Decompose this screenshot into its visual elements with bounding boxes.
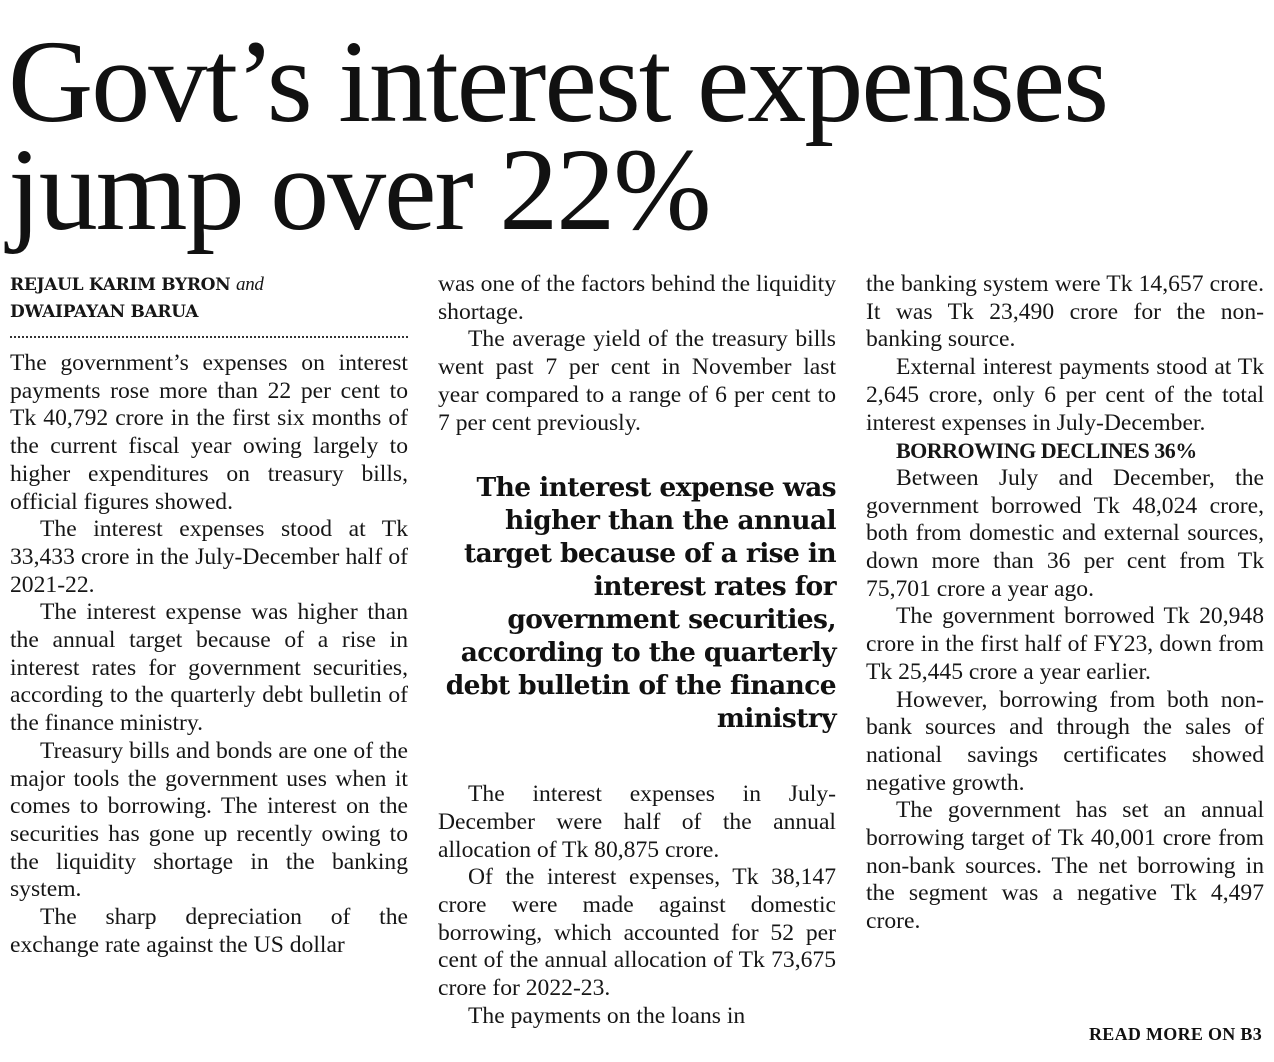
paragraph: Treasury bills and bonds are one of the major tools the government uses when it comes to borrowing. The interest on the securities has gone up recently owing to the liquidity shortage in the banking system. [10, 737, 408, 903]
paragraph: Between July and December, the government borrowed Tk 48,024 crore, both from domestic and external sources, down more than 36 per cent from Tk 75,701 crore a year ago. [866, 464, 1264, 602]
byline [10, 271, 408, 326]
paragraph: The interest expenses in July-December were half of the annual allocation of Tk 80,875 crore. [438, 781, 836, 863]
paragraph: The interest expense was higher than the annual target because of a rise in interest rates for government securities, according to the quarterly debt bulletin of the finance ministry. [10, 599, 408, 737]
article-column-2 [438, 271, 836, 1031]
paragraph: Of the interest expenses, Tk 38,147 crore were made against domestic borrowing, which accounted for 52 per cent of the annual allocation of Tk 73,675 crore for 2022-23. [438, 864, 836, 1002]
paragraph: External interest payments stood at Tk 2,645 crore, only 6 per cent of the total interest expenses in July-December. [866, 354, 1264, 436]
headline [8, 16, 1258, 255]
headline-line-1: Govt’s interest expenses [8, 16, 1107, 147]
paragraph: The government’s expenses on interest payments rose more than 22 per cent to Tk 40,792 crore in the first six months of the current fiscal year owing largely to higher expenditures on treasury bills, official figures showed. [10, 350, 408, 515]
read-more-link[interactable]: READ MORE ON B3 [1088, 1024, 1262, 1044]
article-column-3 [866, 271, 1264, 936]
article-column-1 [10, 271, 408, 959]
subheading: BORROWING DECLINES 36% [896, 438, 1197, 464]
headline-line-2: jump over 22% [8, 124, 710, 255]
paragraph: However, borrowing from both non-bank sources and through the sales of national savings certificates showed negative growth. [866, 686, 1264, 796]
byline-divider [10, 336, 408, 338]
byline-conjunction: and [236, 274, 264, 295]
author-2: DWAIPAYAN BARUA [10, 302, 199, 322]
author-1: REJAUL KARIM BYRON [10, 275, 231, 295]
paragraph: The average yield of the treasury bills went past 7 per cent in November last year compared to a range of 6 per cent to 7 per cent previously. [438, 326, 836, 436]
paragraph: the banking system were Tk 14,657 crore. It was Tk 23,490 crore for the non-banking source. [866, 271, 1264, 353]
paragraph: The government borrowed Tk 20,948 crore in the first half of FY23, down from Tk 25,445 crore a year earlier. [866, 603, 1264, 685]
paragraph: The sharp depreciation of the exchange rate against the US dollar [10, 904, 408, 958]
paragraph: was one of the factors behind the liquidity shortage. [438, 271, 836, 325]
pull-quote: The interest expense was higher than the annual target because of a rise in interest rates for government securities, according to the quarterly debt bulletin of the finance ministry [445, 472, 836, 735]
paragraph: The interest expenses stood at Tk 33,433 crore in the July-December half of 2021-22. [10, 516, 408, 598]
paragraph: The payments on the loans in [468, 1002, 746, 1029]
paragraph: The government has set an annual borrowing target of Tk 40,001 crore from non-bank sources. The net borrowing in the segment was a negative Tk 4,497 crore. [866, 797, 1264, 935]
